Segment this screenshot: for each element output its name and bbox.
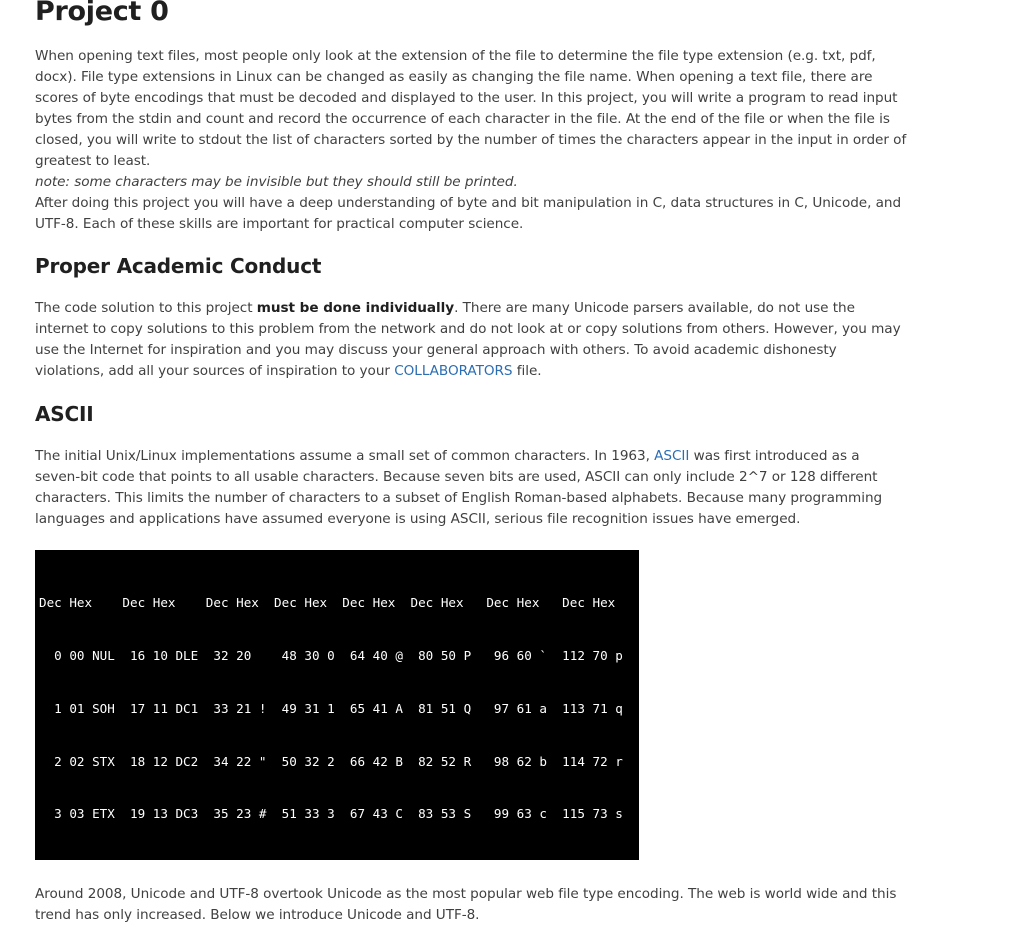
ascii-text-before: The initial Unix/Linux implementations assume a small set of common characters. In 1963, [35, 448, 655, 464]
ascii-table-header: Dec Hex Dec Hex Dec Hex Dec Hex Dec Hex Dec Hex Dec Hex Dec Hex [39, 595, 616, 611]
outcome-paragraph: After doing this project you will have a deep understanding of byte and bit manipulation in C, data structures in C, Unicode, and UTF-8. Each of these skills are important for practical computer science. [35, 195, 902, 232]
ascii-paragraph [35, 446, 907, 530]
closing-paragraph: Around 2008, Unicode and UTF-8 overtook Unicode as the most popular web file type encoding. The web is world wide and this trend has only increased. Below we introduce Unicode and UTF-8. [35, 886, 897, 923]
conduct-text-after: . There are many Unicode parsers available, do not use the internet to copy solutions to this problem from the network and do not look at or copy solutions from others. However, you may use the Internet for inspiration and you may discuss your general approach with others. To avoid academic dishonesty violations, add all your sources of inspiration to your [35, 300, 901, 379]
conduct-paragraph [35, 298, 907, 382]
intro-note: note: some characters may be invisible but they should still be printed. [35, 174, 518, 190]
ascii-table-row: 0 00 NUL 16 10 DLE 32 20 48 30 0 64 40 @ 80 50 P 96 60 ` 112 70 p [39, 647, 623, 663]
ascii-table-image [35, 550, 639, 860]
ascii-heading: ASCII [35, 402, 94, 426]
conduct-heading: Proper Academic Conduct [35, 254, 322, 278]
ascii-text-after: was first introduced as a seven-bit code that points to all usable characters. Because seven bits are used, ASCII can only include 2^7 or 128 different characters. This limits the number of characters to a subset of English Roman-based alphabets. Because many programming languages and applications have assumed everyone is using ASCII, serious file recognition issues have emerged. [35, 448, 883, 527]
ascii-link[interactable]: ASCII [654, 448, 690, 464]
intro-text: When opening text files, most people only look at the extension of the file to determine the file type extension (e.g. txt, pdf, docx). File type extensions in Linux can be changed as easily as changing the file name. When opening a text file, there are scores of byte encodings that must be decoded and displayed to the user. In this project, you will write a program to read input bytes from the stdin and count and record the occurrence of each character in the file. At the end of the file or when the file is closed, you will write to stdout the list of characters sorted by the number of times the characters appear in the input in order of greatest to least. [35, 48, 907, 169]
conduct-text-end: file. [512, 363, 542, 379]
ascii-table-row: 1 01 SOH 17 11 DC1 33 21 ! 49 31 1 65 41 A 81 51 Q 97 61 a 113 71 q [39, 700, 623, 716]
collaborators-link[interactable]: COLLABORATORS [394, 363, 513, 379]
ascii-table-row: 3 03 ETX 19 13 DC3 35 23 # 51 33 3 67 43 C 83 53 S 99 63 c 115 73 s [39, 806, 623, 822]
ascii-table-row [39, 858, 639, 860]
page-title: Project 0 [35, 0, 169, 27]
ascii-table-row: 2 02 STX 18 12 DC2 34 22 " 50 32 2 66 42 B 82 52 R 98 62 b 114 72 r [39, 753, 623, 769]
conduct-bold: must be done individually [256, 300, 455, 316]
intro-paragraph [35, 46, 907, 193]
conduct-text-before: The code solution to this project [35, 300, 257, 316]
